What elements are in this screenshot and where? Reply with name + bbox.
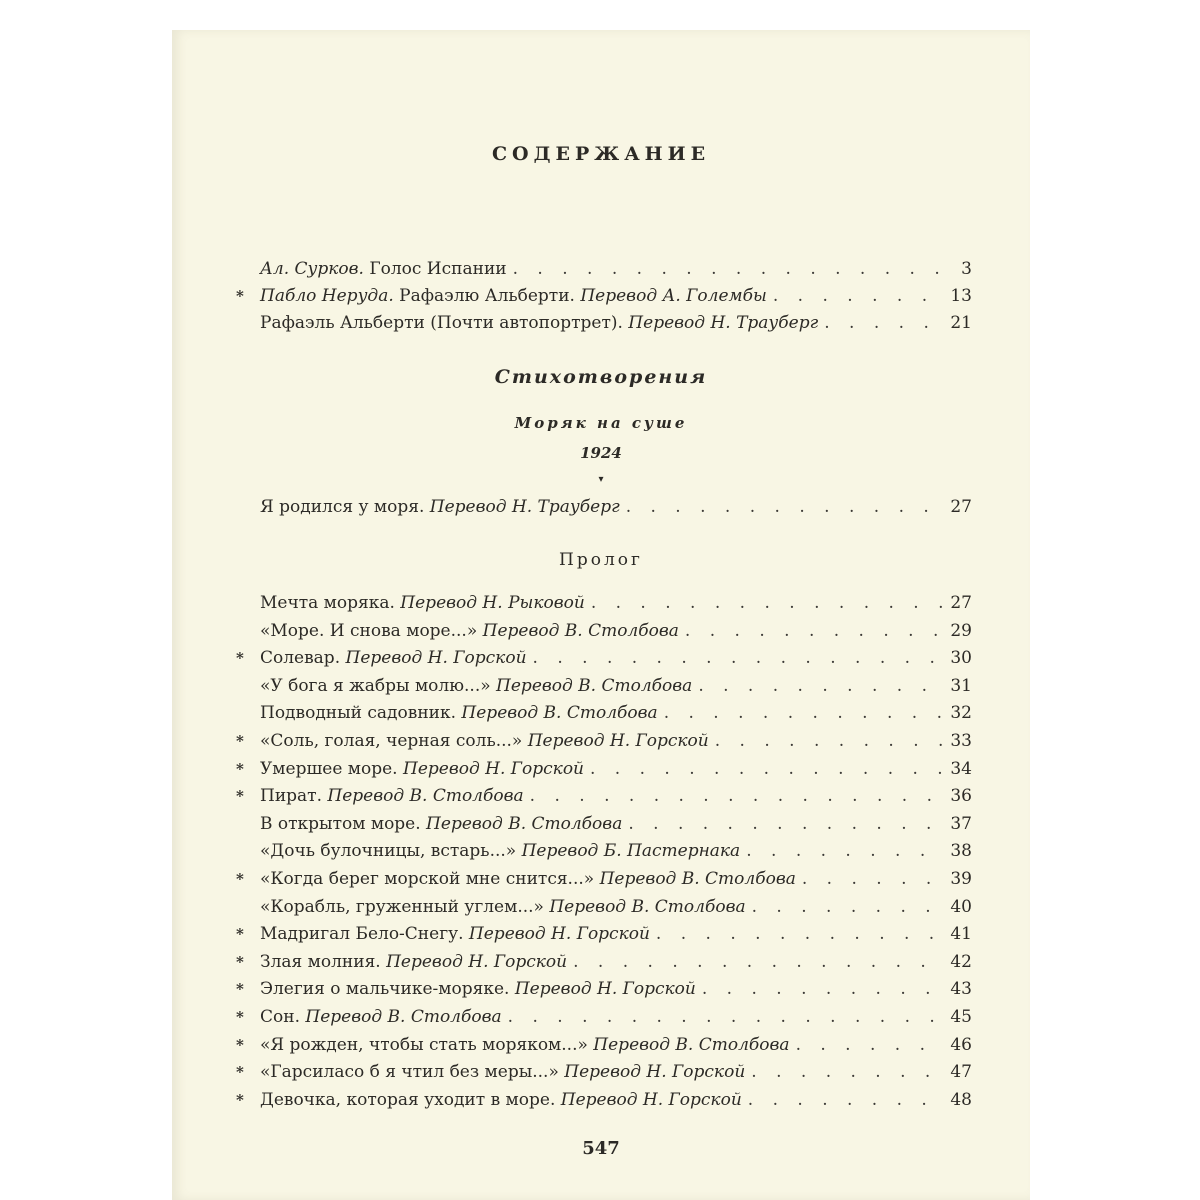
entry-translator: Перевод В. Столбова [321,786,524,807]
entry-text: «Когда берег морской мне снится...» [260,869,595,889]
toc-entry [236,868,972,890]
leader-dots [746,840,942,862]
page-number: 45 [950,1007,972,1027]
page-number: 48 [950,1089,972,1110]
section-heading: Стихотворения [494,366,708,388]
entry-text: «Соль, голая, черная соль...» [260,731,523,751]
entry-translator: Перевод В. Столбова [299,1007,502,1027]
toc-entry [236,1061,972,1083]
leader-dots [656,923,942,945]
entry-translator: Перевод Н. Горской [555,1089,742,1110]
toc-entry [236,758,972,780]
toc-entry [236,647,972,669]
entry-translator: Перевод Б. Пастернака [516,841,741,862]
toc-content [172,30,1030,1200]
page-number: 3 [961,259,972,279]
star-mark: * [236,287,244,305]
page-folio: 547 [582,1138,620,1159]
entry-title [260,258,507,280]
entry-title [260,592,585,614]
entry-title [260,896,746,918]
star-mark: * [236,759,244,778]
entry-text: Умершее море. [260,758,398,779]
entry-translator: Перевод А. Голембы [574,286,767,306]
toc-entry [236,923,972,945]
leader-dots [751,1061,942,1083]
entry-text: Пират. [260,786,322,807]
leader-dots [824,312,942,334]
entry-text: Мечта моряка. [260,593,395,613]
page-number: 37 [950,813,972,834]
entry-title [260,840,740,862]
star-mark: * [236,1090,244,1109]
star-mark: * [236,870,244,888]
page-title: СОДЕРЖАНИЕ [491,143,711,165]
entry-author: Пабло Неруда. [260,286,394,306]
toc-entry [236,785,972,807]
leader-dots [698,675,942,697]
entry-title [260,730,709,752]
entry-translator: Перевод Н. Горской [463,924,650,945]
subsection-year: 1924 [580,444,622,462]
entry-title [260,1061,745,1083]
entry-title [260,702,658,724]
entry-text: Рафаэлю Альберти. [393,286,575,306]
entry-title [260,675,692,697]
leader-dots [702,978,942,1000]
page-number: 38 [950,841,972,862]
entry-title [260,647,527,669]
leader-dots [573,951,942,973]
entry-text: «Я рожден, чтобы стать моряком...» [260,1034,588,1055]
entry-title [260,868,796,890]
toc-entry [260,258,972,280]
leader-dots [591,592,942,614]
toc-entry [260,620,972,642]
page-number: 32 [950,703,972,724]
page-number: 30 [950,648,972,669]
leader-dots [508,1006,942,1028]
entry-translator: Перевод Н. Трауберг [424,497,620,517]
star-mark: * [236,980,244,999]
leader-dots [590,758,942,780]
page-number: 31 [950,675,972,696]
entry-title [260,923,650,945]
toc-entry [236,730,972,752]
entry-text: Подводный садовник. [260,703,457,724]
entry-text: Злая молния. [260,951,381,972]
leader-dots [715,730,942,752]
entry-title [260,1006,502,1028]
toc-entry [260,675,972,697]
entry-translator: Перевод Н. Трауберг [622,313,819,333]
entry-translator: Перевод Н. Горской [397,758,584,779]
entry-translator: Перевод В. Столбова [490,675,693,696]
toc-entry [236,1089,972,1111]
toc-entry [260,896,972,918]
entry-title [260,1089,742,1111]
page-number: 33 [950,731,972,751]
leader-dots [664,702,942,724]
star-mark: * [236,1035,244,1054]
page-number: 39 [950,869,972,889]
page-number: 34 [950,758,972,779]
entry-title [260,285,767,307]
toc-entry [260,496,972,518]
page-number: 27 [950,593,972,613]
entry-translator: Перевод Н. Горской [558,1062,746,1083]
entry-author: Ал. Сурков. [260,259,364,279]
entry-translator: Перевод Н. Рыковой [394,593,585,613]
toc-entry [236,1034,972,1056]
entry-translator: Перевод В. Столбова [594,869,796,889]
entry-text: «Дочь булочницы, встарь...» [260,841,517,862]
toc-entry [236,1006,972,1028]
leader-dots [513,258,942,280]
toc-entry [236,285,972,307]
toc-entry [260,312,972,334]
page-number: 42 [950,951,972,972]
entry-translator: Перевод В. Столбова [543,896,746,917]
toc-entry [260,702,972,724]
page-number: 41 [950,924,972,945]
entry-title [260,496,620,518]
entry-title [260,1034,790,1056]
page-number: 36 [950,786,972,807]
entry-title [260,951,567,973]
entry-translator: Перевод В. Столбова [477,620,679,641]
toc-entry [260,592,972,614]
entry-text: «Корабль, груженный углем...» [260,896,544,917]
page-number: 40 [950,896,972,917]
entry-text: Сон. [260,1007,300,1027]
page-number: 43 [950,979,972,1000]
entry-text: Рафаэль Альберти (Почти автопортрет). [260,313,623,333]
entry-translator: Перевод Н. Горской [340,648,527,669]
book-page [172,30,1030,1200]
leader-dots [752,896,942,918]
toc-entry [236,951,972,973]
entry-text: «У бога я жабры молю...» [260,675,491,696]
entry-translator: Перевод Н. Горской [380,951,568,972]
ornament-mark: ▾ [598,474,604,485]
star-mark: * [236,1063,244,1082]
entry-text: «Гарсиласо б я чтил без меры...» [260,1062,559,1083]
entry-text: «Море. И снова море...» [260,620,478,641]
page-number: 29 [950,620,972,641]
leader-dots [626,496,942,518]
entry-text: Мадригал Бело-Снегу. [260,924,464,945]
page-number: 47 [950,1062,972,1083]
page-number: 46 [950,1034,972,1055]
star-mark: * [236,732,244,750]
page-number: 21 [950,313,972,333]
entry-text: Солевар. [260,648,341,669]
leader-dots [802,868,942,890]
star-mark: * [236,925,244,944]
entry-title [260,785,524,807]
entry-text: Девочка, которая уходит в море. [260,1089,556,1110]
entry-title [260,758,584,780]
entry-translator: Перевод Н. Горской [522,731,709,751]
star-mark: * [236,649,244,668]
prolog-heading: Пролог [559,550,643,570]
entry-text: Элегия о мальчике-моряке. [260,979,510,1000]
leader-dots [530,785,942,807]
entry-text: В открытом море. [260,813,421,834]
leader-dots [533,647,942,669]
star-mark: * [236,1008,244,1026]
entry-translator: Перевод В. Столбова [587,1034,790,1055]
leader-dots [628,813,942,835]
page-number: 13 [950,286,972,306]
leader-dots [773,285,942,307]
entry-translator: Перевод В. Столбова [420,813,623,834]
entry-title [260,312,818,334]
entry-translator: Перевод В. Столбова [456,703,658,724]
entry-text: Я родился у моря. [260,497,425,517]
subsection-heading: Моряк на суше [514,414,688,432]
toc-entry [260,813,972,835]
entry-translator: Перевод Н. Горской [509,979,696,1000]
toc-entry [260,840,972,862]
page-number: 27 [950,497,972,517]
toc-entry [236,978,972,1000]
entry-title [260,813,622,835]
leader-dots [796,1034,942,1056]
entry-text: Голос Испании [363,259,507,279]
entry-title [260,620,679,642]
entry-title [260,978,696,1000]
leader-dots [685,620,942,642]
star-mark: * [236,787,244,806]
leader-dots [748,1089,942,1111]
star-mark: * [236,952,244,971]
